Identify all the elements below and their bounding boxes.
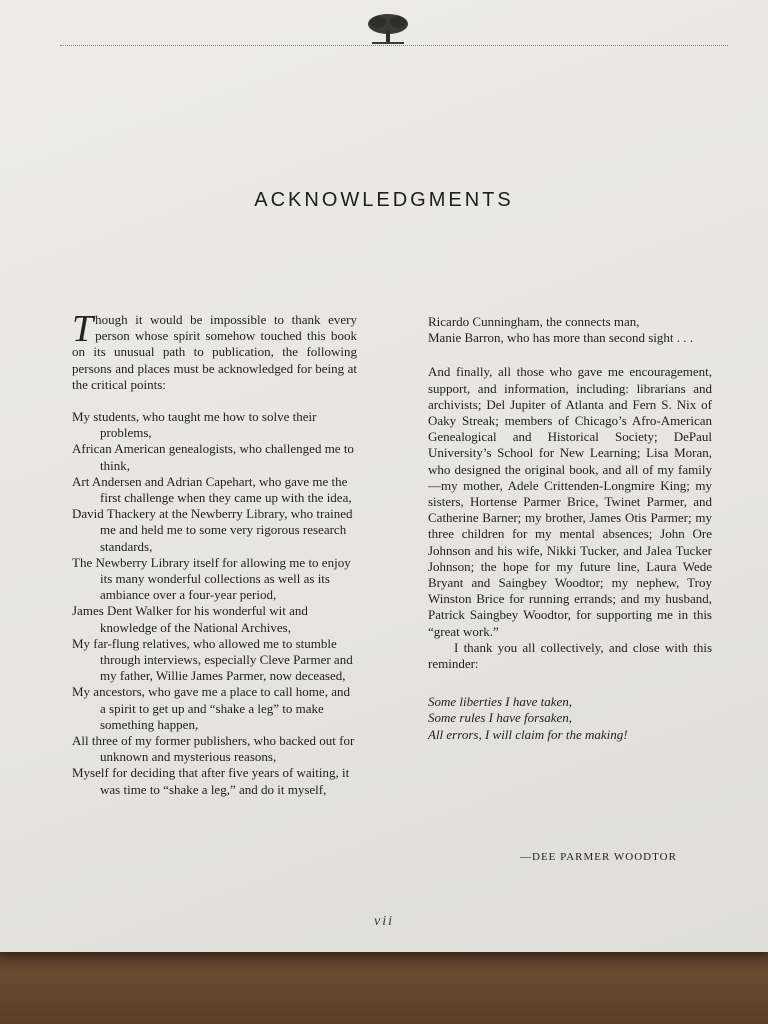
- intro-paragraph: [72, 308, 357, 393]
- closing-verse: [428, 694, 712, 743]
- list-item: My ancestors, who gave me a place to call home, and a spirit to get up and “shake a leg” to make something happen,: [72, 684, 350, 732]
- list-item: My students, who taught me how to solve their problems,: [72, 409, 317, 441]
- closing-paragraph: And finally, all those who gave me encouragement, support, and information, including: librarians and archivists; Del Jupiter of Atlanta and Fern S. Nix of Oaky Streak; members of Chicago’s Afro-American Genealogical and Historical Society; DePaul University’s School for New Learning; Lisa Moran, who designed the original book, and all of my family—my mother, Adele Crittenden-Longmire King; my sisters, Hortense Parmer Brice, Twinet Parmer, and Catherine Barner; my brother, James Otis Parmer; my three children for my mental absences; John Ore Johnson and his wife, Nikki Tucker, and Jalea Tucker Johnson; the hope for my future line, Laura Wede Bryant and Saingbey Woodtor; my nephew, Troy Winston Brice for running errands; and my husband, Patrick Saingbey Woodtor, for supporting me in this “great work.”: [428, 364, 712, 639]
- thanks-paragraph: I thank you all collectively, and close with this reminder:: [428, 639, 712, 672]
- page-number: vii: [374, 914, 394, 929]
- right-column: [428, 314, 712, 743]
- tree-icon: [364, 12, 412, 46]
- list-item: James Dent Walker for his wonderful wit and knowledge of the National Archives,: [72, 603, 308, 635]
- intro-text: hough it would be impossible to thank every person whose spirit somehow touched this book on its unusual path to publication, the following persons and places must be acknowledged for being at the critical points:: [72, 312, 357, 392]
- list-item: African American genealogists, who challenged me to think,: [72, 441, 354, 473]
- list-item: All three of my former publishers, who backed out for unknown and mysterious reasons,: [72, 733, 355, 765]
- header-rule: [60, 45, 728, 46]
- list-item: My far-flung relatives, who allowed me to stumble through interviews, especially Cleve Parmer and my father, Willie James Parmer, now deceased,: [72, 635, 353, 684]
- list-item: Ricardo Cunningham, the connects man,: [428, 314, 640, 329]
- verse-line: All errors, I will claim for the making!: [428, 726, 628, 742]
- list-item: David Thackery at the Newberry Library, who trained me and held me to some very rigorous research standards,: [72, 506, 353, 554]
- verse-line: Some liberties I have taken,: [428, 694, 573, 710]
- list-item: Myself for deciding that after five years of waiting, it was time to “shake a leg,” and do it myself,: [72, 765, 350, 797]
- list-item: The Newberry Library itself for allowing me to enjoy its many wonderful collections as well as its ambiance over a four-year period,: [72, 554, 351, 603]
- left-column: [72, 308, 357, 798]
- wooden-table: [0, 940, 768, 1024]
- page-title: ACKNOWLEDGMENTS: [254, 189, 514, 212]
- list-item: Manie Barron, who has more than second sight . . .: [428, 330, 694, 346]
- list-item: Art Andersen and Adrian Capehart, who gave me the first challenge when they came up with the idea,: [72, 473, 352, 506]
- drop-cap: T: [72, 308, 94, 350]
- author-signature: —DEE PARMER WOODTOR: [520, 851, 677, 863]
- acknowledgment-list: [72, 409, 357, 798]
- verse-line: Some rules I have forsaken,: [428, 710, 573, 726]
